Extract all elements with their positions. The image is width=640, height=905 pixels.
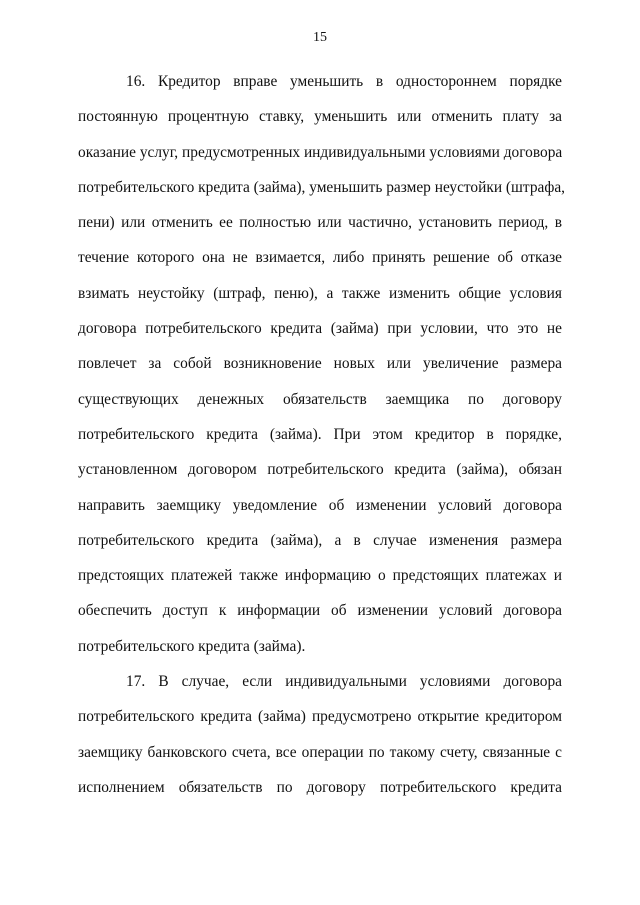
document-body [78,64,565,805]
text-line: установленном договором потребительского кредита (займа), обязан [78,461,562,479]
text-line: 16. Кредитор вправе уменьшить в одностороннем порядке [126,73,562,90]
text-line: течение которого она не взимается, либо принять решение об отказе [78,249,562,267]
text-line: потребительского кредита (займа), а в случае изменения размера [78,531,562,549]
text-line: постоянную процентную ставку, уменьшить или отменить плату за [78,108,562,126]
text-line: договора потребительского кредита (займа) при условии, что это не [78,320,562,338]
text-line: направить заемщику уведомление об изменении условий договора [78,496,562,514]
paragraph-17 [78,664,562,805]
text-line: потребительского кредита (займа), уменьшить размер неустойки (штрафа, [78,178,565,196]
text-line: обеспечить доступ к информации об изменении условий договора [78,602,562,620]
text-line: взимать неустойку (штраф, пеню), а также изменить общие условия [78,284,562,302]
text-line: заемщику банковского счета, все операции по такому счету, связанные с [78,743,562,761]
text-line: 17. В случае, если индивидуальными условиями договора [126,673,562,691]
text-line: потребительского кредита (займа). При этом кредитор в порядке, [78,425,562,443]
text-line: пени) или отменить ее полностью или частично, установить период, в [78,214,562,232]
text-line: существующих денежных обязательств заемщика по договору [78,390,562,408]
text-line: потребительского кредита (займа) предусмотрено открытие кредитором [78,708,562,726]
text-line: потребительского кредита (займа). [78,637,306,655]
text-line: исполнением обязательств по договору потребительского кредита [78,778,562,796]
text-line: оказание услуг, предусмотренных индивидуальными условиями договора [78,143,563,161]
page-number: 15 [313,30,327,45]
text-line: повлечет за собой возникновение новых или увеличение размера [78,355,562,373]
text-line: предстоящих платежей также информацию о предстоящих платежах и [78,567,562,585]
paragraph-16 [78,64,565,664]
